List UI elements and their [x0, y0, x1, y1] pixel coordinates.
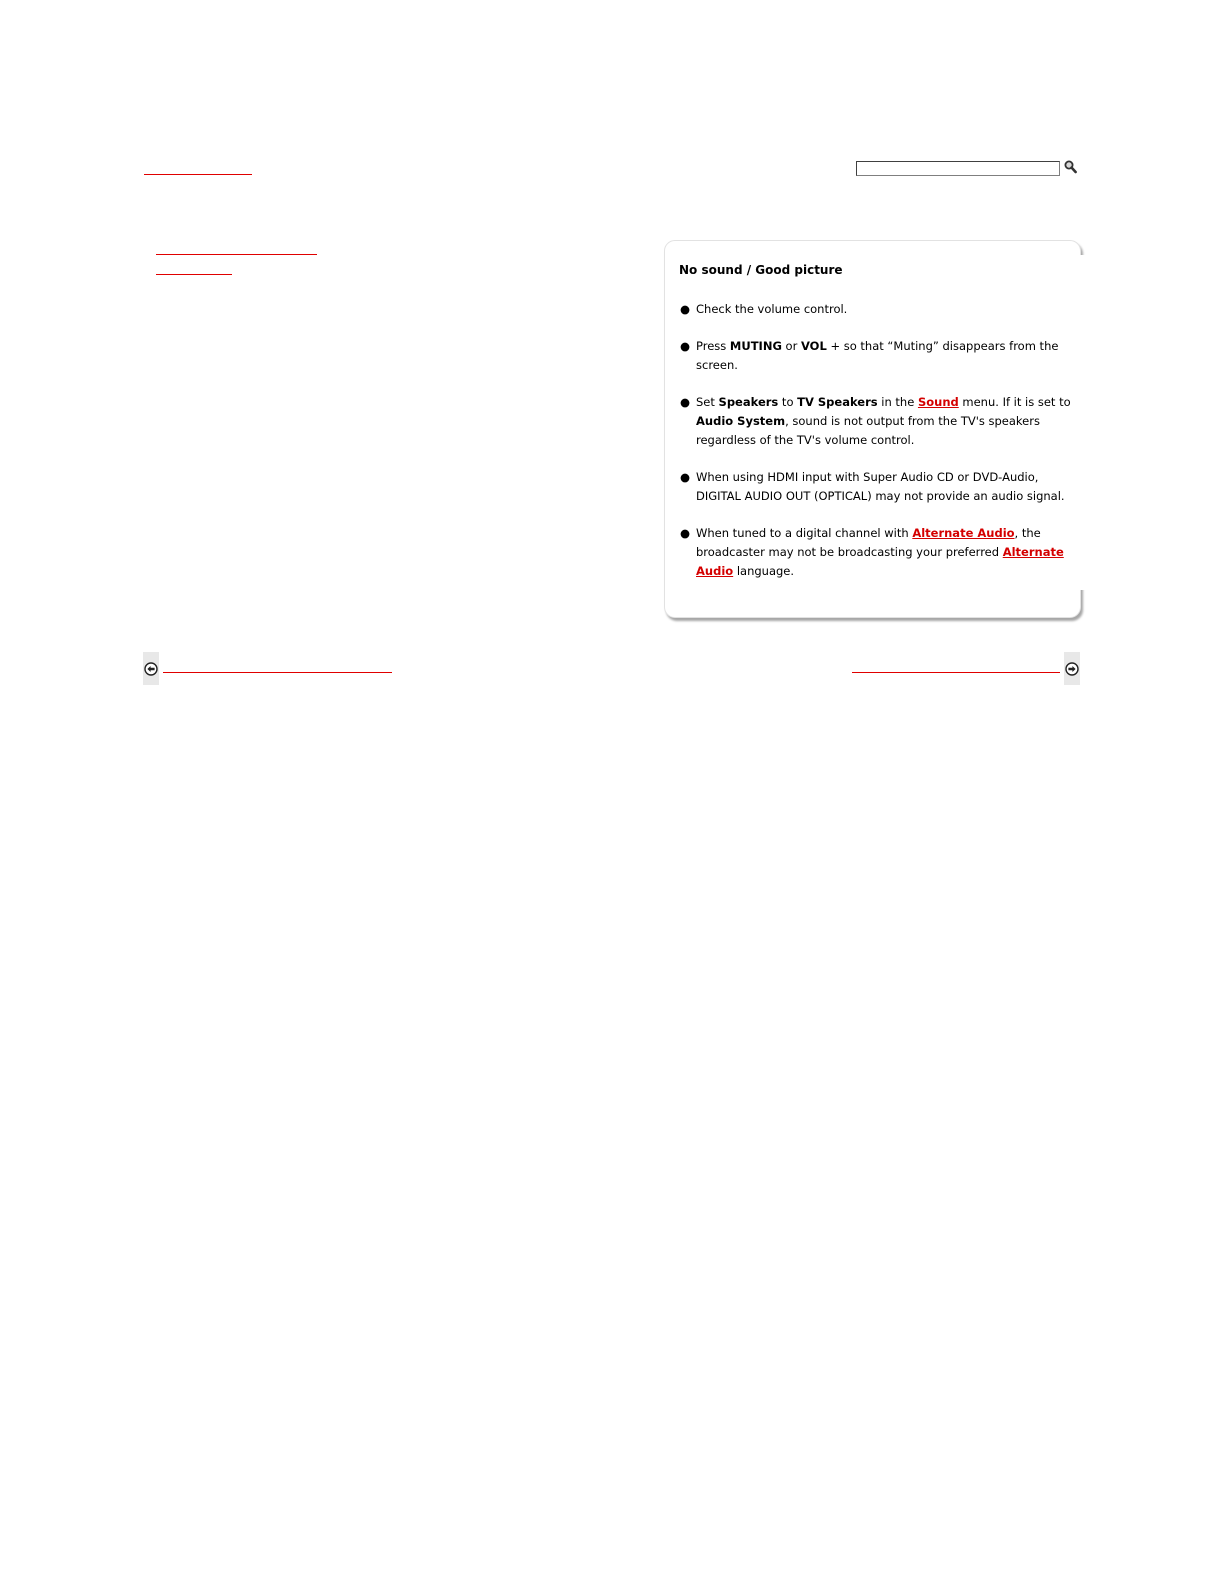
bullet-icon: ● — [680, 470, 691, 484]
next-page-link[interactable] — [852, 672, 1060, 673]
sidebar-link-2[interactable] — [156, 274, 232, 275]
list-item: ● Check the volume control. — [679, 300, 1071, 319]
list-item: ● When using HDMI input with Super Audio CD or DVD-Audio, DIGITAL AUDIO OUT (OPTICAL) may not provide an audio signal. — [680, 470, 1065, 503]
arrow-right-circle-icon — [1065, 662, 1079, 676]
search-button[interactable] — [1063, 159, 1079, 175]
sidebar-link-1[interactable] — [156, 254, 317, 255]
list-item: ● When tuned to a digital channel with Alternate Audio, the broadcaster may not be broadcasting your preferred Alternate Audio language. — [680, 526, 1064, 578]
bullet-icon: ● — [680, 395, 691, 409]
arrow-left-circle-icon — [144, 662, 158, 676]
button-name-muting: MUTING — [729, 339, 782, 353]
list-item: ● Set Speakers to TV Speakers in the Sound menu. If it is set to Audio System, sound is not output from the TV's speakers regardless of the TV's volume control. — [680, 395, 1071, 447]
prev-page-button[interactable] — [143, 652, 159, 685]
alternate-audio-link-2[interactable]: Alternate Audio — [696, 545, 1064, 578]
list-item: ● Press MUTING or VOL + so that “Muting” disappears from the screen. — [680, 339, 1059, 372]
bullet-icon: ● — [680, 302, 691, 316]
alternate-audio-link[interactable]: Alternate Audio — [912, 526, 1015, 540]
top-home-link[interactable] — [144, 174, 252, 175]
sound-menu-link[interactable]: Sound — [917, 395, 959, 409]
topic-title: No sound / Good picture — [679, 263, 843, 277]
button-name-vol: VOL — [800, 339, 827, 353]
prev-page-link[interactable] — [163, 672, 392, 673]
bullet-icon: ● — [680, 526, 691, 540]
troubleshooting-list — [679, 300, 1071, 599]
next-page-button[interactable] — [1064, 652, 1080, 685]
panel-edge-gap — [1071, 255, 1087, 590]
bullet-icon: ● — [680, 339, 691, 353]
magnifier-icon — [1063, 159, 1079, 175]
search-input[interactable] — [856, 161, 1060, 176]
option-audio-system: Audio System — [696, 414, 786, 428]
option-tv-speakers: TV Speakers — [797, 395, 878, 409]
setting-speakers: Speakers — [718, 395, 779, 409]
